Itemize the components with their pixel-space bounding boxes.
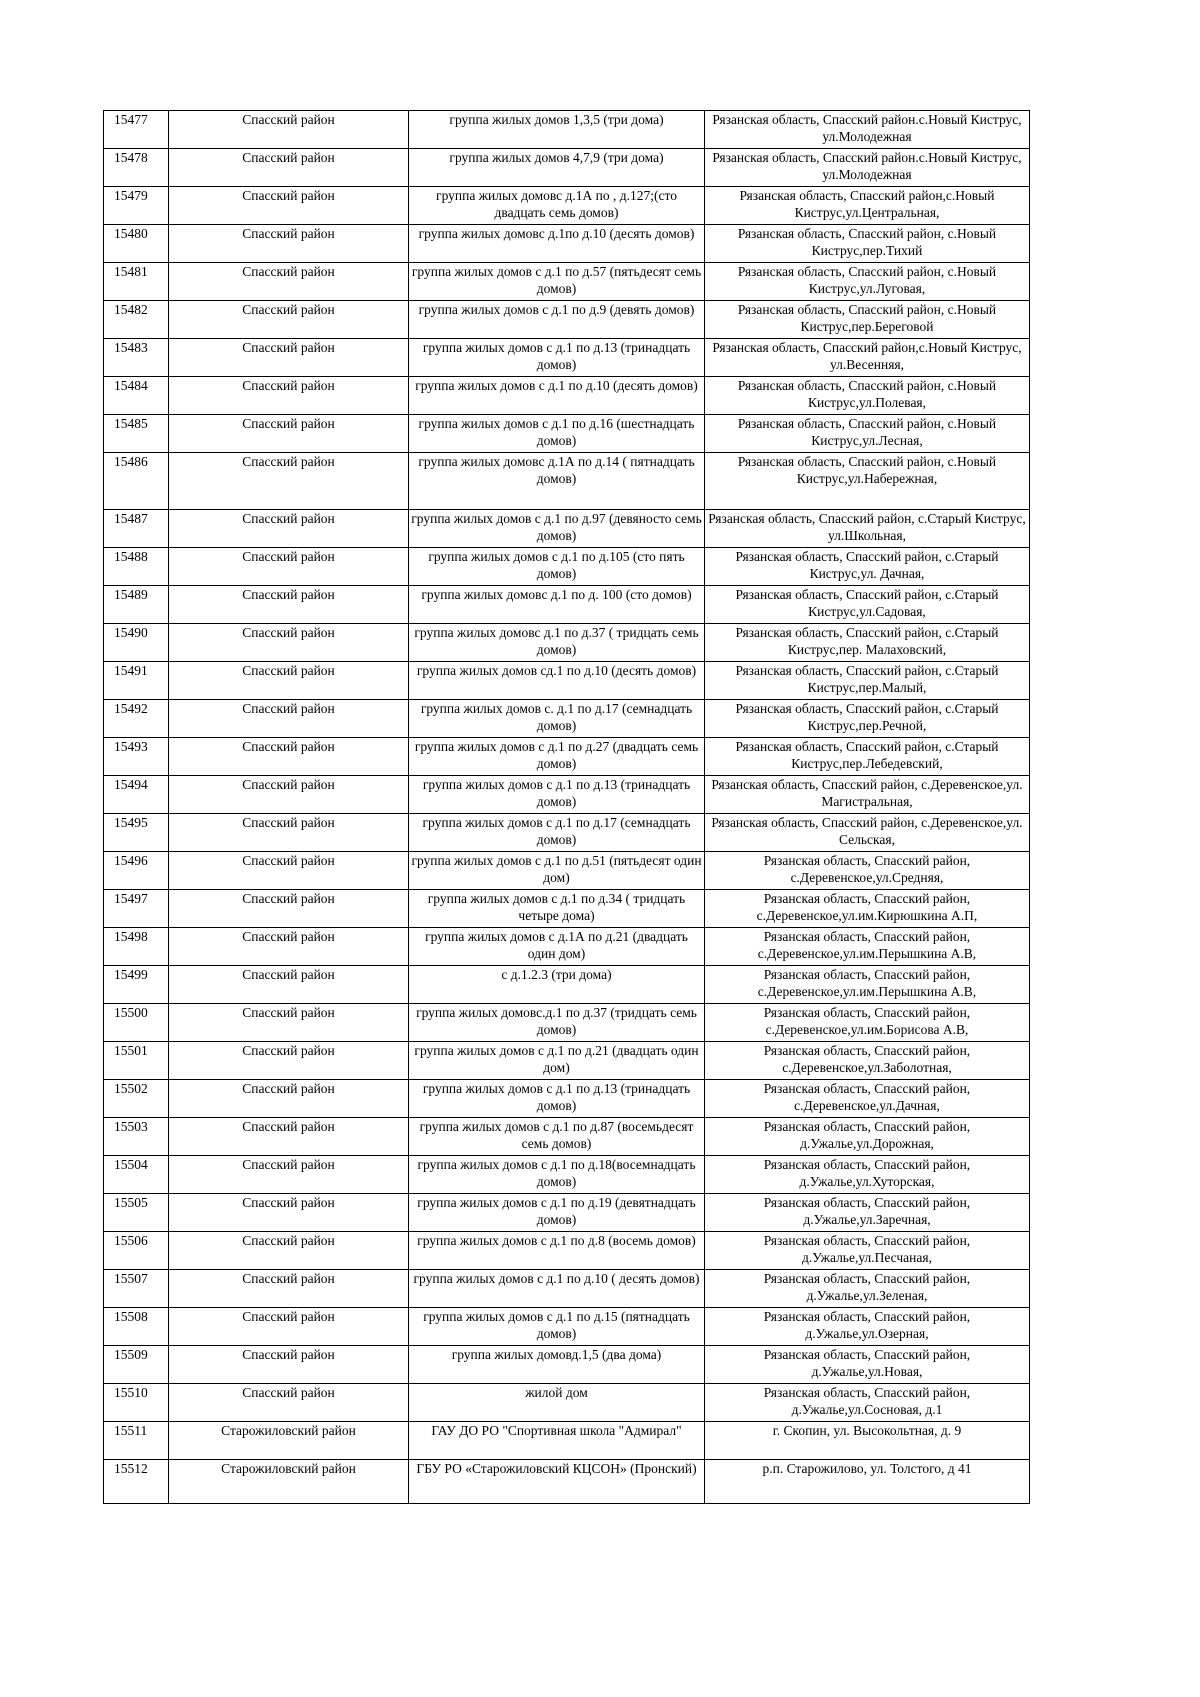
cell-number: 15485 [104,415,169,453]
table-row [104,1156,1030,1194]
cell-object: группа жилых домовс.д.1 по д.37 (тридцать семь домов) [409,1004,705,1042]
cell-district: Спасский район [169,928,409,966]
registry-table-body [104,111,1030,1504]
cell-object: группа жилых домов с д.1 по д.19 (девятнадцать домов) [409,1194,705,1232]
cell-number: 15499 [104,966,169,1004]
cell-district: Спасский район [169,966,409,1004]
cell-district: Спасский район [169,1156,409,1194]
cell-number: 15486 [104,453,169,510]
cell-address: Рязанская область, Спасский район, с.Новый Киструс,ул.Лесная, [705,415,1030,453]
table-row [104,1194,1030,1232]
cell-district: Спасский район [169,662,409,700]
table-row [104,586,1030,624]
cell-number: 15492 [104,700,169,738]
cell-object: группа жилых домов сд.1 по д.10 (десять домов) [409,662,705,700]
table-row [104,814,1030,852]
cell-number: 15497 [104,890,169,928]
cell-object: ГБУ РО «Старожиловский КЦСОН» (Пронский) [409,1460,705,1504]
cell-number: 15495 [104,814,169,852]
cell-district: Спасский район [169,548,409,586]
table-row [104,700,1030,738]
cell-district: Спасский район [169,776,409,814]
cell-district: Спасский район [169,1232,409,1270]
table-row [104,852,1030,890]
cell-district: Спасский район [169,377,409,415]
cell-district: Спасский район [169,1346,409,1384]
cell-object: группа жилых домов 4,7,9 (три дома) [409,149,705,187]
cell-district: Старожиловский район [169,1422,409,1460]
cell-number: 15479 [104,187,169,225]
registry-table [103,110,1030,1504]
cell-object: группа жилых домов с д.1 по д.34 ( тридцать четыре дома) [409,890,705,928]
table-row [104,225,1030,263]
cell-object: группа жилых домов с д.1 по д.17 (семнадцать домов) [409,814,705,852]
cell-district: Спасский район [169,510,409,548]
table-row [104,1460,1030,1504]
table-row [104,738,1030,776]
cell-object: группа жилых домов с д.1 по д.18(восемнадцать домов) [409,1156,705,1194]
table-row [104,149,1030,187]
cell-object: группа жилых домовс д.1по д.10 (десять домов) [409,225,705,263]
table-row [104,263,1030,301]
cell-district: Спасский район [169,1270,409,1308]
cell-district: Спасский район [169,1384,409,1422]
table-row [104,624,1030,662]
cell-number: 15482 [104,301,169,339]
table-row [104,187,1030,225]
table-row [104,548,1030,586]
table-row [104,453,1030,510]
cell-district: Спасский район [169,1118,409,1156]
cell-address: Рязанская область, Спасский район.с.Новый Киструс, ул.Молодежная [705,111,1030,149]
cell-object: группа жилых домовс д.1А по , д.127;(сто двадцать семь домов) [409,187,705,225]
cell-address: Рязанская область, Спасский район, с.Новый Киструс,ул.Полевая, [705,377,1030,415]
cell-number: 15484 [104,377,169,415]
cell-district: Спасский район [169,1080,409,1118]
cell-address: Рязанская область, Спасский район, с.Новый Киструс,ул.Луговая, [705,263,1030,301]
cell-address: Рязанская область, Спасский район, д.Ужалье,ул.Дорожная, [705,1118,1030,1156]
cell-address: Рязанская область, Спасский район, с.Старый Киструс,ул. Дачная, [705,548,1030,586]
cell-district: Спасский район [169,111,409,149]
cell-district: Спасский район [169,738,409,776]
cell-address: Рязанская область, Спасский район, д.Ужалье,ул.Песчаная, [705,1232,1030,1270]
cell-address: Рязанская область, Спасский район, с.Новый Киструс,пер.Тихий [705,225,1030,263]
cell-district: Спасский район [169,700,409,738]
cell-address: Рязанская область, Спасский район, с.Старый Киструс,ул.Садовая, [705,586,1030,624]
table-row [104,1118,1030,1156]
cell-address: Рязанская область, Спасский район, с.Деревенское,ул.Дачная, [705,1080,1030,1118]
cell-object: группа жилых домовд.1,5 (два дома) [409,1346,705,1384]
cell-district: Спасский район [169,415,409,453]
cell-object: группа жилых домов 1,3,5 (три дома) [409,111,705,149]
cell-address: Рязанская область, Спасский район, д.Ужалье,ул.Новая, [705,1346,1030,1384]
cell-address: Рязанская область, Спасский район, с.Старый Киструс,пер. Малаховский, [705,624,1030,662]
cell-address: г. Скопин, ул. Высокольтная, д. 9 [705,1422,1030,1460]
cell-address: Рязанская область, Спасский район, д.Ужалье,ул.Заречная, [705,1194,1030,1232]
cell-object: группа жилых домов с д.1А по д.21 (двадцать один дом) [409,928,705,966]
table-row [104,1232,1030,1270]
cell-object: группа жилых домов с д.1 по д.13 (тринадцать домов) [409,1080,705,1118]
cell-number: 15507 [104,1270,169,1308]
cell-object: ГАУ ДО РО "Спортивная школа "Адмирал" [409,1422,705,1460]
cell-address: Рязанская область, Спасский район, с.Новый Киструс,ул.Набережная, [705,453,1030,510]
cell-object: группа жилых домов с д.1 по д.8 (восемь домов) [409,1232,705,1270]
cell-object: группа жилых домовс д.1 по д. 100 (сто домов) [409,586,705,624]
table-row [104,928,1030,966]
cell-number: 15503 [104,1118,169,1156]
table-row [104,301,1030,339]
cell-number: 15490 [104,624,169,662]
cell-address: Рязанская область, Спасский район, с.Новый Киструс,пер.Береговой [705,301,1030,339]
cell-address: Рязанская область, Спасский район, д.Ужалье,ул.Хуторская, [705,1156,1030,1194]
cell-district: Спасский район [169,301,409,339]
cell-district: Спасский район [169,1042,409,1080]
cell-object: группа жилых домов с д.1 по д.21 (двадцать один дом) [409,1042,705,1080]
cell-district: Спасский район [169,187,409,225]
table-row [104,966,1030,1004]
cell-district: Спасский район [169,149,409,187]
cell-number: 15500 [104,1004,169,1042]
cell-number: 15481 [104,263,169,301]
cell-district: Спасский район [169,586,409,624]
cell-number: 15506 [104,1232,169,1270]
cell-number: 15488 [104,548,169,586]
cell-address: Рязанская область, Спасский район, с.Старый Киструс,пер.Речной, [705,700,1030,738]
cell-number: 15477 [104,111,169,149]
cell-address: Рязанская область, Спасский район, с.Деревенское,ул.Заболотная, [705,1042,1030,1080]
cell-number: 15483 [104,339,169,377]
cell-object: жилой дом [409,1384,705,1422]
cell-address: Рязанская область, Спасский район, с.Деревенское,ул. Сельская, [705,814,1030,852]
table-row [104,890,1030,928]
cell-object: группа жилых домовс д.1 по д.37 ( тридцать семь домов) [409,624,705,662]
cell-district: Спасский район [169,1308,409,1346]
cell-district: Спасский район [169,263,409,301]
cell-number: 15478 [104,149,169,187]
cell-address: Рязанская область, Спасский район, с.Деревенское,ул.им.Перышкина А.В, [705,966,1030,1004]
table-row [104,1080,1030,1118]
cell-object: группа жилых домов с д.1 по д.51 (пятьдесят один дом) [409,852,705,890]
cell-district: Спасский район [169,1004,409,1042]
cell-address: Рязанская область, Спасский район,с.Новый Киструс, ул.Весенняя, [705,339,1030,377]
cell-number: 15480 [104,225,169,263]
cell-district: Спасский район [169,339,409,377]
cell-address: р.п. Старожилово, ул. Толстого, д 41 [705,1460,1030,1504]
cell-address: Рязанская область, Спасский район, с.Деревенское,ул.им.Кирюшкина А.П, [705,890,1030,928]
cell-address: Рязанская область, Спасский район, с.Деревенское,ул.им.Борисова А.В, [705,1004,1030,1042]
cell-address: Рязанская область, Спасский район, с.Деревенское,ул.им.Перышкина А.В, [705,928,1030,966]
cell-address: Рязанская область, Спасский район, д.Ужалье,ул.Озерная, [705,1308,1030,1346]
cell-district: Спасский район [169,1194,409,1232]
cell-number: 15502 [104,1080,169,1118]
cell-address: Рязанская область, Спасский район, д.Ужалье,ул.Зеленая, [705,1270,1030,1308]
cell-object: группа жилых домов с. д.1 по д.17 (семнадцать домов) [409,700,705,738]
cell-district: Спасский район [169,453,409,510]
table-row [104,339,1030,377]
cell-district: Спасский район [169,852,409,890]
cell-number: 15493 [104,738,169,776]
cell-number: 15510 [104,1384,169,1422]
cell-object: группа жилых домов с д.1 по д.27 (двадцать семь домов) [409,738,705,776]
cell-object: группа жилых домов с д.1 по д.10 (десять домов) [409,377,705,415]
cell-object: группа жилых домов с д.1 по д.13 (тринадцать домов) [409,339,705,377]
cell-address: Рязанская область, Спасский район,с.Новый Киструс,ул.Центральная, [705,187,1030,225]
cell-address: Рязанская область, Спасский район, д.Ужалье,ул.Сосновая, д.1 [705,1384,1030,1422]
cell-number: 15491 [104,662,169,700]
cell-address: Рязанская область, Спасский район, с.Деревенское,ул.Средняя, [705,852,1030,890]
cell-number: 15505 [104,1194,169,1232]
table-row [104,1270,1030,1308]
cell-district: Спасский район [169,890,409,928]
cell-object: группа жилых домов с д.1 по д.105 (сто пять домов) [409,548,705,586]
table-row [104,1004,1030,1042]
cell-address: Рязанская область, Спасский район, с.Старый Киструс,пер.Малый, [705,662,1030,700]
cell-object: с д.1.2.3 (три дома) [409,966,705,1004]
cell-district: Спасский район [169,624,409,662]
table-row [104,1422,1030,1460]
cell-number: 15498 [104,928,169,966]
table-row [104,662,1030,700]
table-row [104,111,1030,149]
cell-address: Рязанская область, Спасский район, с.Старый Киструс,пер.Лебедевский, [705,738,1030,776]
cell-address: Рязанская область, Спасский район, с.Деревенское,ул. Магистральная, [705,776,1030,814]
table-row [104,1384,1030,1422]
table-row [104,1346,1030,1384]
cell-district: Спасский район [169,225,409,263]
table-row [104,1308,1030,1346]
cell-number: 15489 [104,586,169,624]
cell-object: группа жилых домов с д.1 по д.13 (тринадцать домов) [409,776,705,814]
cell-number: 15511 [104,1422,169,1460]
cell-object: группа жилых домов с д.1 по д.97 (девяносто семь домов) [409,510,705,548]
cell-district: Спасский район [169,814,409,852]
cell-object: группа жилых домов с д.1 по д.9 (девять домов) [409,301,705,339]
table-row [104,377,1030,415]
cell-object: группа жилых домов с д.1 по д.87 (восемьдесят семь домов) [409,1118,705,1156]
cell-object: группа жилых домов с д.1 по д.15 (пятнадцать домов) [409,1308,705,1346]
cell-object: группа жилых домов с д.1 по д.16 (шестнадцать домов) [409,415,705,453]
table-row [104,776,1030,814]
cell-object: группа жилых домов с д.1 по д.10 ( десять домов) [409,1270,705,1308]
cell-number: 15512 [104,1460,169,1504]
cell-number: 15509 [104,1346,169,1384]
cell-number: 15496 [104,852,169,890]
cell-number: 15504 [104,1156,169,1194]
cell-number: 15501 [104,1042,169,1080]
table-row [104,1042,1030,1080]
table-row [104,510,1030,548]
cell-number: 15487 [104,510,169,548]
cell-address: Рязанская область, Спасский район, с.Старый Киструс, ул.Школьная, [705,510,1030,548]
table-row [104,415,1030,453]
cell-object: группа жилых домов с д.1 по д.57 (пятьдесят семь домов) [409,263,705,301]
cell-district: Старожиловский район [169,1460,409,1504]
cell-number: 15494 [104,776,169,814]
cell-number: 15508 [104,1308,169,1346]
cell-address: Рязанская область, Спасский район.с.Новый Киструс, ул.Молодежная [705,149,1030,187]
cell-object: группа жилых домовс д.1А по д.14 ( пятнадцать домов) [409,453,705,510]
